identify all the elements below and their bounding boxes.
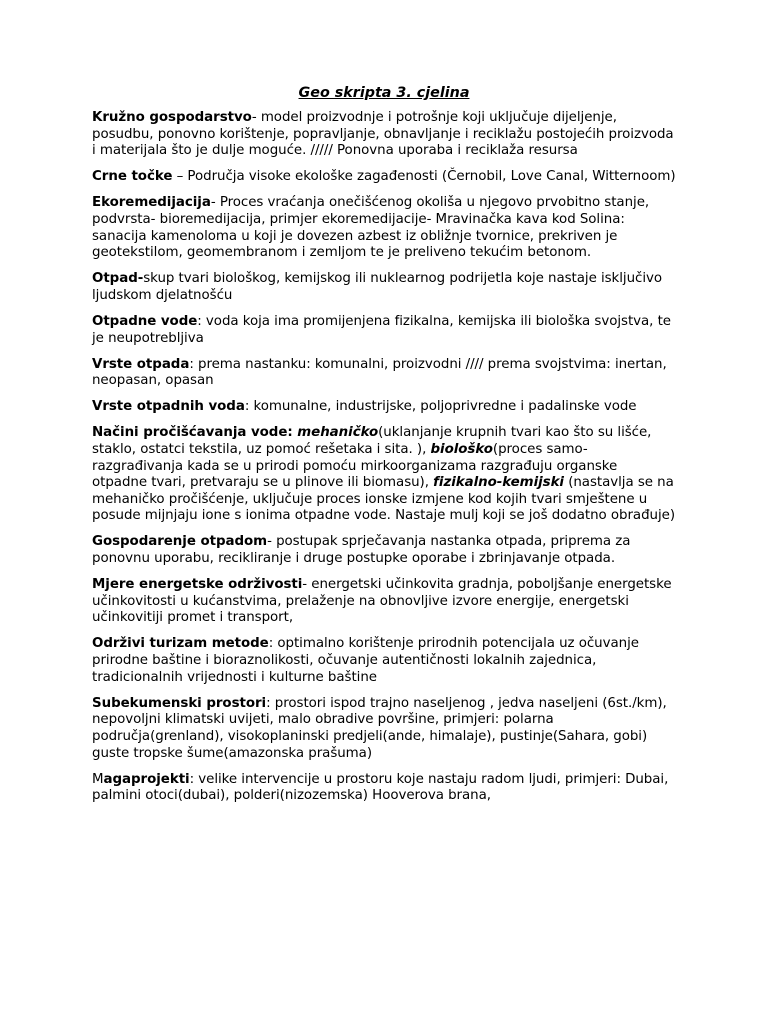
paragraph-odrzivi-turizam xyxy=(92,636,676,686)
term: Kružno gospodarstvo xyxy=(92,110,252,125)
paragraph-megaprojekti xyxy=(92,772,676,805)
definition: - energetski učinkovita gradnja, poboljšanje energetske učinkovitosti u kućanstvima, prelaženje na obnovljive izvore energije, energetski učinkovitiji promet i transport, xyxy=(92,577,672,626)
definition: : prostori ispod trajno naseljenog , jedva naseljeni (6st./km), nepovoljni klimatski uvijeti, malo obradive površine, primjeri: polarna područja(grenland), visokoplaninski predjeli(ande, himalaje), pustinje(Sahara, gobi) guste tropske šume(amazonska prašuma) xyxy=(92,695,667,761)
term: Otpad- xyxy=(92,271,144,287)
definition: - Proces vraćanja onečišćenog okoliša u njegovo prvobitno stanje, podvrsta- bioremedijacija, primjer ekoremedijacije- Mravinačka kava kod Solina: sanacija kamenoloma u koji je dovezen azbest iz obližnje tvornice, prekriven je geotekstilom, geomembranom i zemljom te je preliveno tekućim betonom. xyxy=(92,195,650,261)
paragraph-subekumenski-prostori xyxy=(92,696,676,762)
paragraph-nacini-prociscavanja xyxy=(92,425,676,525)
term: Načini pročišćavanja vode: xyxy=(92,425,298,441)
paragraph-ekoremedijacija xyxy=(92,195,676,261)
paragraph-kruzno-gospodarstvo xyxy=(92,110,676,160)
paragraph-crne-tocke xyxy=(92,169,676,186)
term: Crne točke xyxy=(92,169,173,185)
document-title: Geo skripta 3. cjelina xyxy=(298,85,470,101)
definition: – Područja visoke ekološke zagađenosti (Černobil, Love Canal, Witternoom) xyxy=(172,169,676,185)
paragraph-vrste-otpada xyxy=(92,357,676,390)
definition: : voda koja ima promijenjena fizikalna, kemijska ili biološka svojstva, te je neupotrebljiva xyxy=(92,313,671,346)
paragraph-otpadne-vode xyxy=(92,314,676,347)
term: Gospodarenje otpadom xyxy=(92,534,268,550)
term: agaprojekti xyxy=(103,771,190,787)
definition: : velike intervencije u prostoru koje nastaju radom ljudi, primjeri: Dubai, palmini otoci(dubai), polderi(nizozemska) Hooverova brana, xyxy=(92,771,669,804)
term: Vrste otpada xyxy=(92,356,190,372)
term: Otpadne vode xyxy=(92,313,198,329)
definition: : prema nastanku: komunalni, proizvodni //// prema svojstvima: inertan, neopasan, opasan xyxy=(92,356,667,389)
method-name: mehaničko xyxy=(297,425,379,441)
term: Subekumenski prostori xyxy=(92,695,267,711)
term-lead-letter: M xyxy=(92,771,104,787)
term: Vrste otpadnih voda xyxy=(92,399,245,415)
paragraph-vrste-otpadnih-voda xyxy=(92,399,676,416)
method-name: biološko xyxy=(430,442,493,457)
method-description: (nastavlja se na mehaničko pročišćenje, uključuje proces ionske izmjene kod kojih tvari smještene u posude mijnjaju ione s ionima otpadne vode. Nastaje mulj koji se još dodatno obrađuje) xyxy=(92,475,676,524)
method-name: fizikalno-kemijski xyxy=(433,475,564,491)
term: Ekoremedijacija xyxy=(92,195,211,211)
definition: : optimalno korištenje prirodnih potencijala uz očuvanje prirodne baštine i bioraznolikosti, očuvanje autentičnosti lokalnih zajednica, tradicionalnih vrijednosti i kulturne baštine xyxy=(92,636,639,685)
definition: skup tvari biološkog, kemijskog ili nuklearnog podrijetla koje nastaje isključivo ljudskom djelatnošću xyxy=(92,271,663,303)
paragraph-mjere-energetske-odrzivosti xyxy=(92,577,676,627)
paragraph-gospodarenje-otpadom xyxy=(92,534,676,567)
definition: - model proizvodnje i potrošnje koji uključuje dijeljenje, posudbu, ponovno korištenje, popravljanje, obnavljanje i reciklažu postojećih proizvoda i materijala što je dulje moguće. ///// Ponovna uporaba i reciklaža resursa xyxy=(92,110,674,159)
definition: - postupak sprječavanja nastanka otpada, priprema za ponovnu uporabu, recikliranje i druge postupke oporabe i zbrinjavanje otpada. xyxy=(92,534,631,567)
method-description: (proces samo-razgrađivanja kada se u prirodi pomoću mirkoorganizama razgrađuju organske otpadne tvari, pretvaraju se u plinove ili biomasu), xyxy=(92,442,618,491)
method-description: (uklanjanje krupnih tvari kao što su lišće, staklo, ostatci tekstila, uz pomoć rešetaka i sita. ), xyxy=(92,425,652,457)
definition: : komunalne, industrijske, poljoprivredne i padalinske vode xyxy=(244,399,637,415)
term: Mjere energetske održivosti xyxy=(92,577,303,593)
paragraph-otpad xyxy=(92,271,676,304)
term: Održivi turizam metode xyxy=(92,636,269,652)
